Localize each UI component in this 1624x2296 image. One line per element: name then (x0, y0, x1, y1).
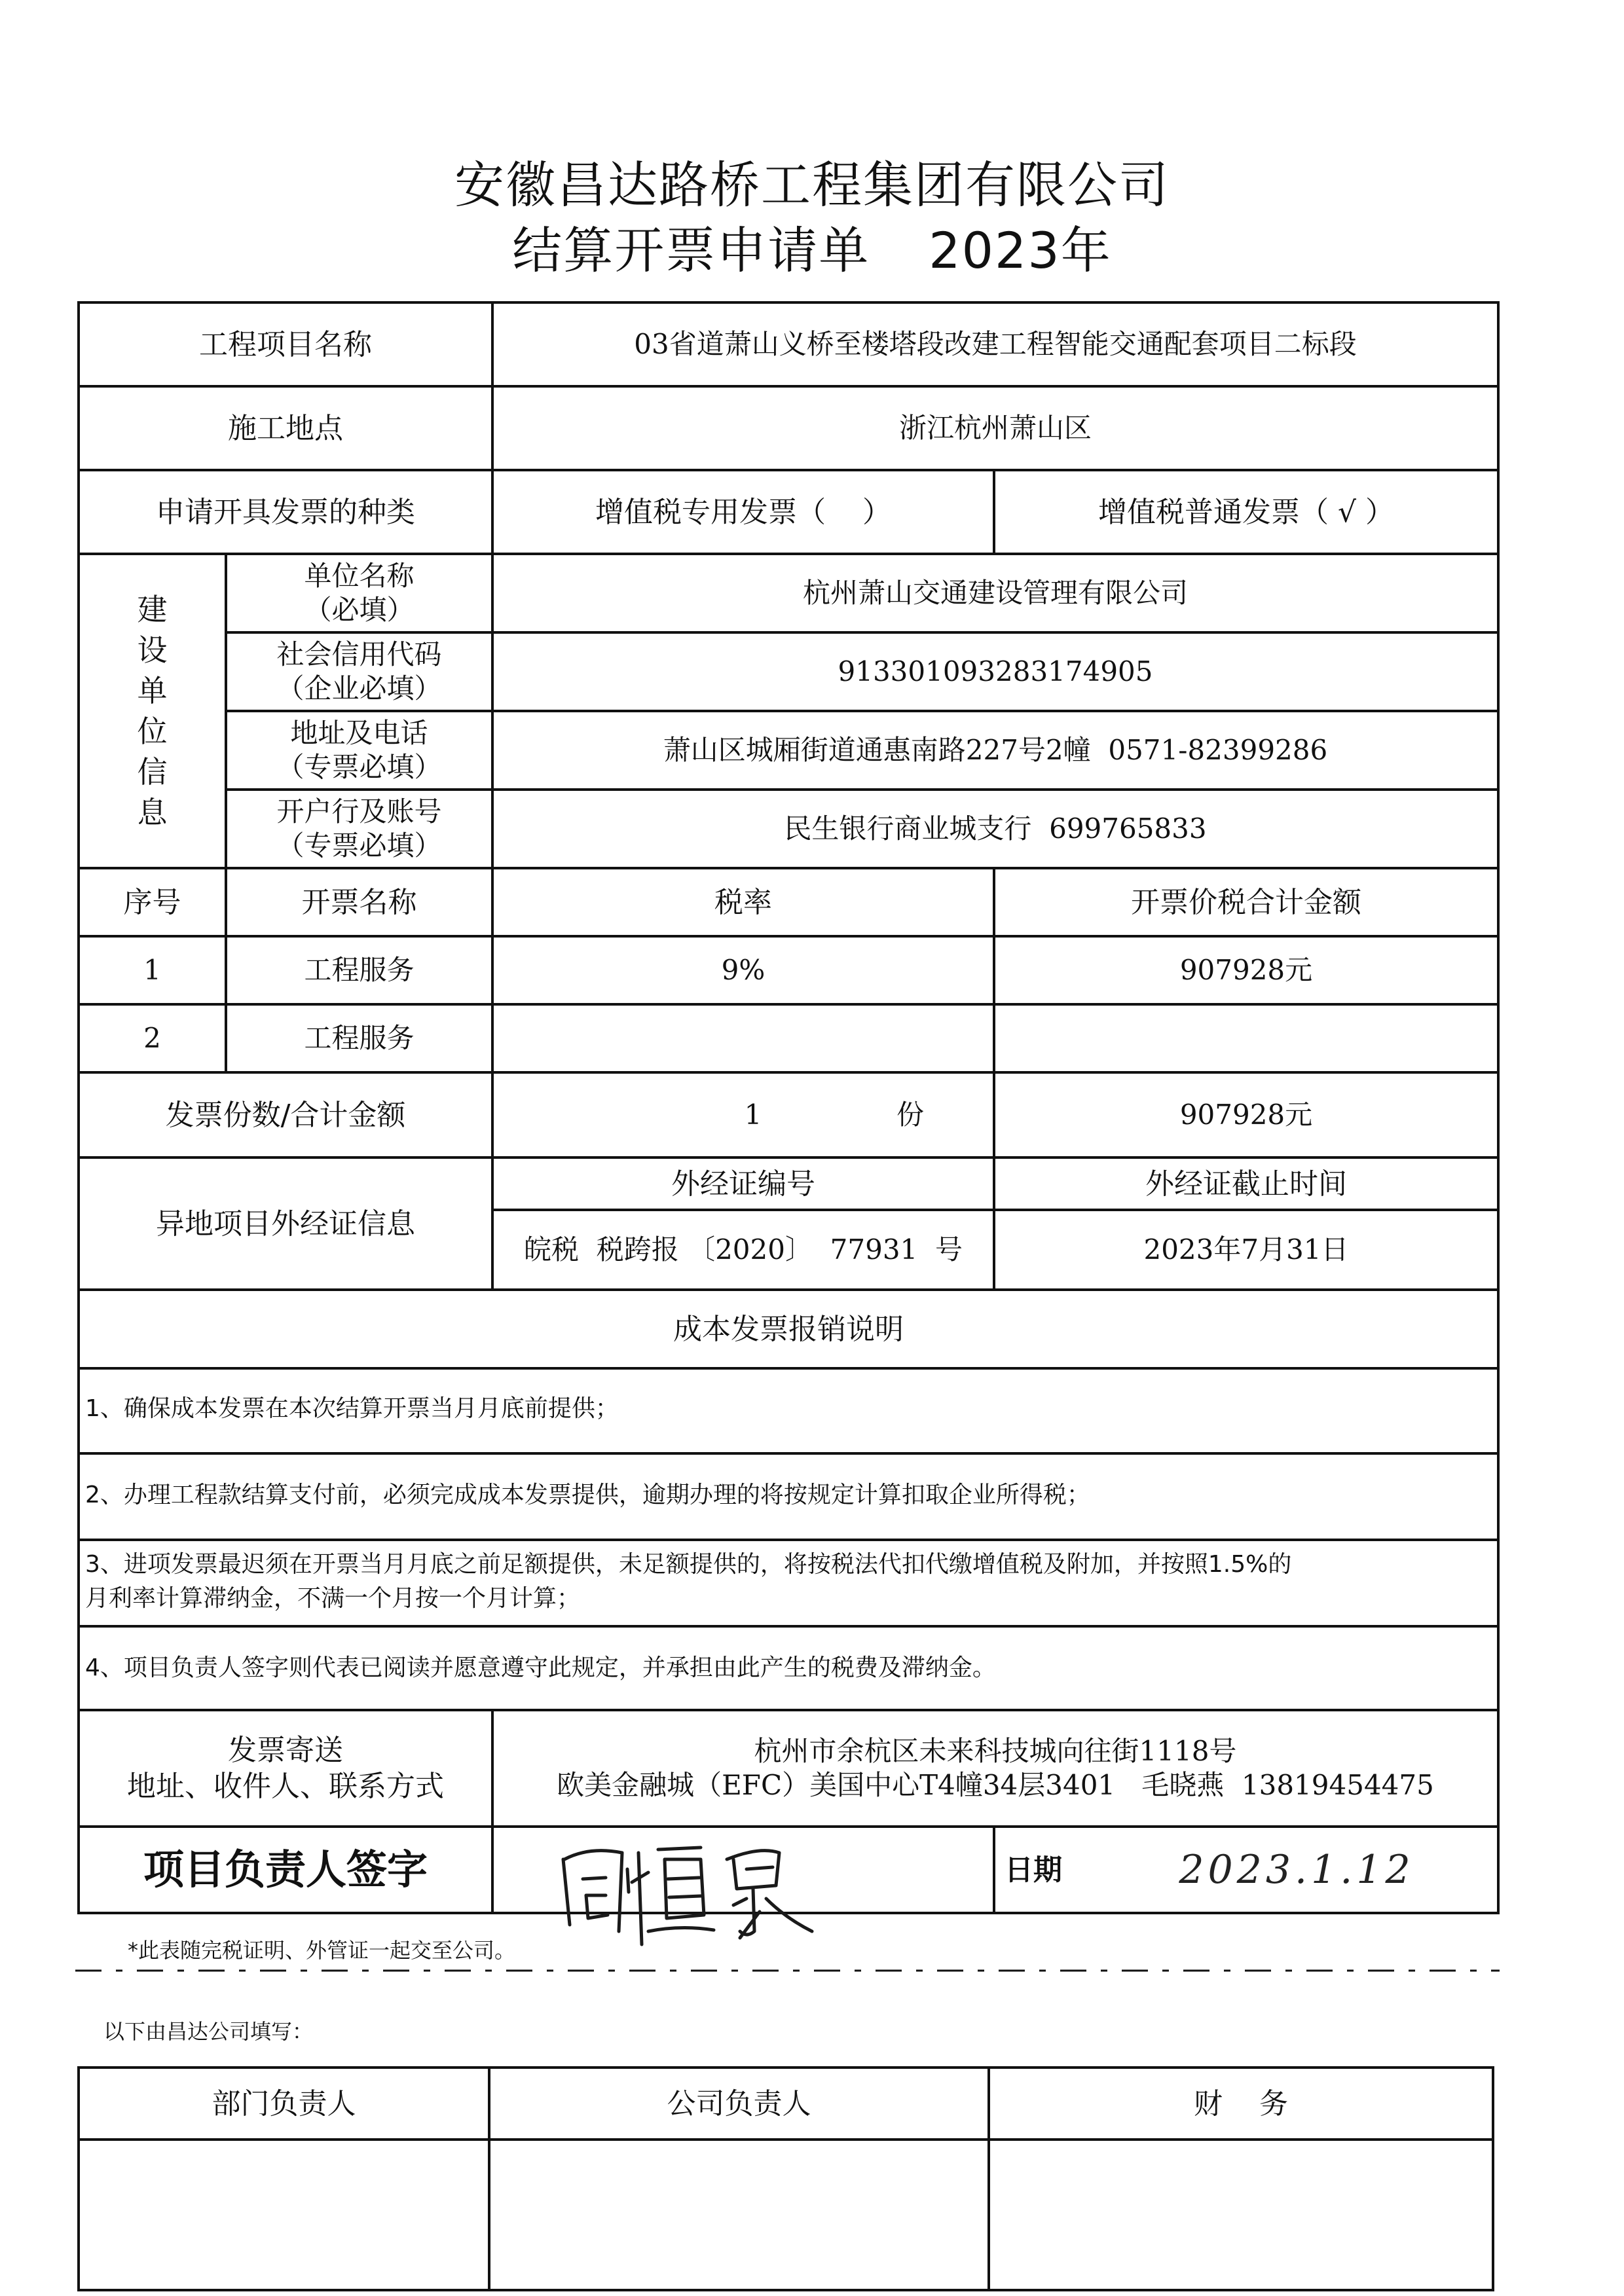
cost-note-item: 2、办理工程款结算支付前，必须完成成本发票提供，逾期办理的将按规定计算扣取企业所得税； (85, 1482, 1090, 1508)
permit-no-value: 皖税 税跨报 〔2020〕 77931 号 (524, 1233, 963, 1266)
mailing-label-line: 地址、收件人、联系方式 (127, 1770, 444, 1803)
address-phone-value: 萧山区城厢街道通惠南路227号2幢 0571-82399286 (663, 733, 1328, 766)
invoice-type-special: 增值税专用发票（ ） (595, 495, 891, 529)
mailing-address-line: 杭州市余杭区未来科技城向往街1118号 (754, 1734, 1237, 1767)
location-label: 施工地点 (228, 411, 343, 445)
items-header-amount: 开票价税合计金额 (1131, 885, 1361, 919)
company-head-signature-box[interactable] (489, 2140, 989, 2290)
company-head-header: 公司负责人 (667, 2086, 811, 2121)
totals-count: 1 (744, 1098, 762, 1131)
mailing-recipient-line: 欧美金融城（EFC）美国中心T4幢34层3401 毛晓燕 13819454475 (557, 1769, 1434, 1801)
dept-head-header: 部门负责人 (212, 2086, 356, 2121)
client-row-label (226, 632, 492, 711)
items-header-no: 序号 (123, 885, 181, 919)
footnote: *此表随完税证明、外管证一起交至公司。 (128, 1938, 516, 1963)
cost-note-item: 3、进项发票最迟须在开票当月月底之前足额提供，未足额提供的，将按税法代扣代缴增值税及附加，并按照1.5%的 (85, 1551, 1292, 1578)
bank-account-label: 开户行及账号 (276, 795, 442, 828)
project-name-value: 03省道萧山义桥至楼塔段改建工程智能交通配套项目二标段 (634, 327, 1357, 360)
totals-unit: 份 (896, 1098, 924, 1131)
location-value: 浙江杭州萧山区 (898, 411, 1092, 444)
finance-header: 财 务 (1194, 2086, 1288, 2121)
client-section-char: 单 (137, 673, 168, 708)
cost-note-item: 1、确保成本发票在本次结算开票当月月底前提供； (85, 1395, 619, 1422)
mailing-label-line: 发票寄送 (228, 1734, 343, 1767)
handwritten-signature (550, 1833, 851, 1954)
company-title: 安徽昌达路桥工程集团有限公司 (454, 156, 1170, 214)
client-section-char: 息 (137, 795, 168, 830)
items-header-rate: 税率 (714, 885, 772, 919)
invoice-type-label: 申请开具发票的种类 (156, 495, 415, 529)
signature-date-label: 日期 (1005, 1853, 1062, 1887)
permit-date-value: 2023年7月31日 (1143, 1233, 1349, 1266)
bank-account-value: 民生银行商业城支行 699765833 (784, 812, 1207, 845)
cost-notes-title: 成本发票报销说明 (673, 1312, 904, 1346)
client-section-char: 设 (137, 632, 168, 668)
permit-label: 异地项目外经证信息 (156, 1207, 415, 1241)
address-phone-note: （专票必填） (276, 751, 442, 783)
item-name: 工程服务 (304, 1021, 415, 1054)
client-row-label (226, 554, 492, 632)
address-phone-label: 地址及电话 (290, 716, 428, 749)
cost-note-item: 月利率计算滞纳金，不满一个月按一个月计算； (85, 1585, 581, 1612)
items-header-name: 开票名称 (301, 885, 417, 919)
project-name-label: 工程项目名称 (199, 327, 372, 361)
mailing-label (79, 1710, 492, 1827)
client-section-char: 信 (137, 754, 168, 790)
permit-date-header: 外经证截止时间 (1145, 1167, 1347, 1201)
signature-label: 项目负责人签字 (143, 1846, 428, 1894)
credit-code-note: （企业必填） (276, 672, 442, 704)
totals-amount: 907928元 (1179, 1098, 1313, 1131)
credit-code-label: 社会信用代码 (276, 638, 442, 670)
client-name-label: 单位名称 (304, 559, 415, 592)
client-section-label (79, 554, 226, 868)
cost-note-item: 4、项目负责人签字则代表已阅读并愿意遵守此规定，并承担由此产生的税费及滞纳金。 (85, 1654, 996, 1681)
item-name: 工程服务 (304, 953, 415, 986)
bank-account-note: （专票必填） (276, 829, 442, 862)
item-rate: 9% (721, 953, 766, 986)
item-amount (994, 1004, 1498, 1072)
client-row-label (226, 711, 492, 790)
item-no: 1 (143, 953, 161, 986)
finance-signature-box[interactable] (989, 2140, 1493, 2290)
totals-label: 发票份数/合计金额 (165, 1098, 406, 1132)
client-name-note: （必填） (304, 594, 415, 626)
signature-scribble (550, 1833, 851, 1951)
permit-no-header: 外经证编号 (671, 1167, 815, 1201)
company-section-caption: 以下由昌达公司填写： (103, 2019, 314, 2044)
item-rate (492, 1004, 994, 1072)
form-year: 2023年 (929, 221, 1112, 280)
signature-date-value: 2023.1.12 (1179, 1846, 1414, 1893)
client-row-label (226, 790, 492, 868)
client-section-char: 建 (137, 592, 168, 627)
invoice-type-normal: 增值税普通发票（ √ ） (1098, 495, 1394, 529)
client-section-char: 位 (137, 714, 168, 749)
credit-code-value: 913301093283174905 (838, 655, 1153, 687)
mailing-value (492, 1710, 1498, 1827)
item-no: 2 (143, 1021, 161, 1054)
dept-head-signature-box[interactable] (79, 2140, 489, 2290)
item-amount: 907928元 (1179, 953, 1313, 986)
client-name-value: 杭州萧山交通建设管理有限公司 (802, 576, 1188, 609)
form-title-text: 结算开票申请单 (512, 221, 870, 280)
